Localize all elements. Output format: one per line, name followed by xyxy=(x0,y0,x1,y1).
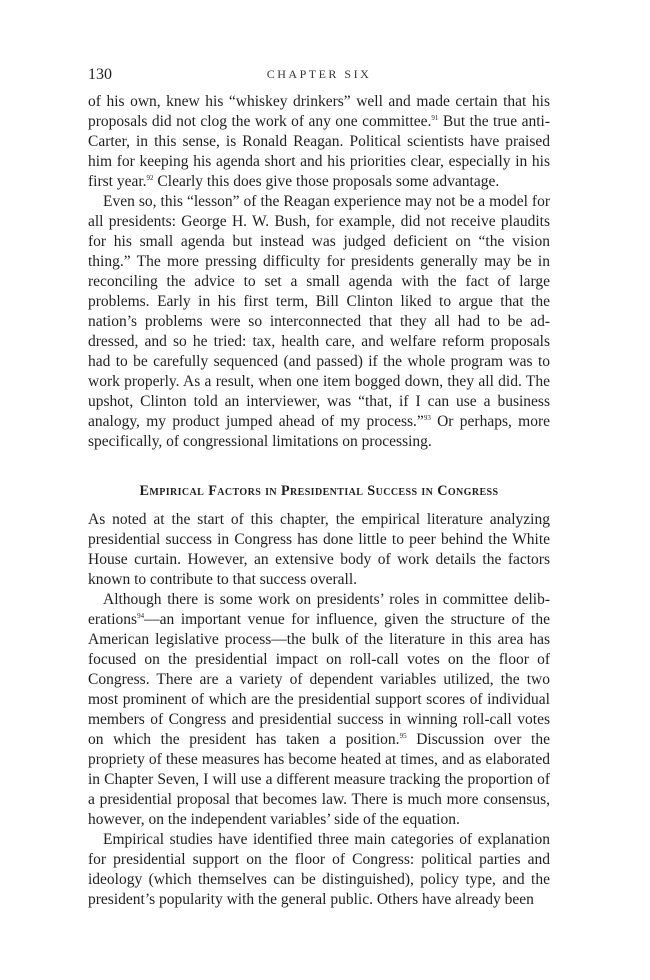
paragraph xyxy=(88,590,550,830)
running-head: CHAPTER SIX xyxy=(266,67,372,81)
text-run: Empirical studies have identified three main categories of explanation for presidential support on the floor of Congress: political parties and ideology (which themselves can be distinguished), policy type, and the president’s popularity with the general public. Others have already been xyxy=(88,831,550,908)
text-run: But the true anti-Carter, in this sense, is Ronald Reagan. Political scientists have praised him for keeping his agenda short and his priorities clear, especially in his first year. xyxy=(88,113,550,190)
text-run: Clearly this does give those proposals some advantage. xyxy=(153,173,500,190)
text-run: As noted at the start of this chapter, the empirical literature analyzing presidential success in Congress has done little to peer behind the White House curtain. However, an extensive body of work details the factors known to contribute to that success overall. xyxy=(88,511,550,588)
text-run: Or perhaps, more specifically, of congressional limitations on processing. xyxy=(88,413,551,450)
body-text xyxy=(88,92,550,910)
page-header xyxy=(88,66,550,86)
text-run: Discussion over the propriety of these measures has become heated at times, and as elaborated in Chapter Seven, I will use a different measure tracking the proportion of a presidential proposal that becomes law. There is much more consensus, however, on the independent variables’ side of the equation. xyxy=(88,731,550,828)
text-run: —an important venue for influence, given the structure of the American legislative process—the bulk of the literature in this area has focused on the presidential impact on roll-call votes on the floor of Congress. There are a variety of dependent variables utilized, the two most prominent of which are the presidential support scores of individual members of Congress and presidential success in winning roll-call votes on which the president has taken a position. xyxy=(88,611,550,748)
section-heading: Empirical Factors in Presidential Success in Congress xyxy=(139,483,499,499)
text-run: Although there is some work on presidents’ roles in committee deliberations xyxy=(88,591,550,628)
footnote-marker: 92 xyxy=(146,174,154,182)
paragraph xyxy=(88,92,550,192)
paragraph xyxy=(88,510,550,590)
text-run: of his own, knew his “whiskey drinkers” well and made certain that his proposals did not clog the work of any one committee. xyxy=(88,93,550,130)
footnote-marker: 94 xyxy=(137,612,145,620)
footnote-marker: 91 xyxy=(431,114,439,122)
paragraph xyxy=(88,830,550,910)
text-run: Even so, this “lesson” of the Reagan experience may not be a model for all presidents: George H. W. Bush, for example, did not receive plaudits for his small agenda but instead was judged deficient on “the vision thing.” The more pressing difficulty for presidents generally may be in reconciling the advice to set a small agenda with the fact of large problems. Early in his first term, Bill Clinton liked to argue that the nation’s problems were so interconnected that they all had to be addressed, and so he tried: tax, health care, and welfare reform proposals had to be carefully sequenced (and passed) if the whole program was to work properly. As a result, when one item bogged down, they all did. The upshot, Clinton told an interviewer, was “that, if I can use a business analogy, my product jumped ahead of my process.” xyxy=(88,193,550,430)
paragraph xyxy=(88,192,550,452)
footnote-marker: 93 xyxy=(423,414,431,422)
page-number: 130 xyxy=(88,66,112,83)
footnote-marker: 95 xyxy=(399,732,407,740)
